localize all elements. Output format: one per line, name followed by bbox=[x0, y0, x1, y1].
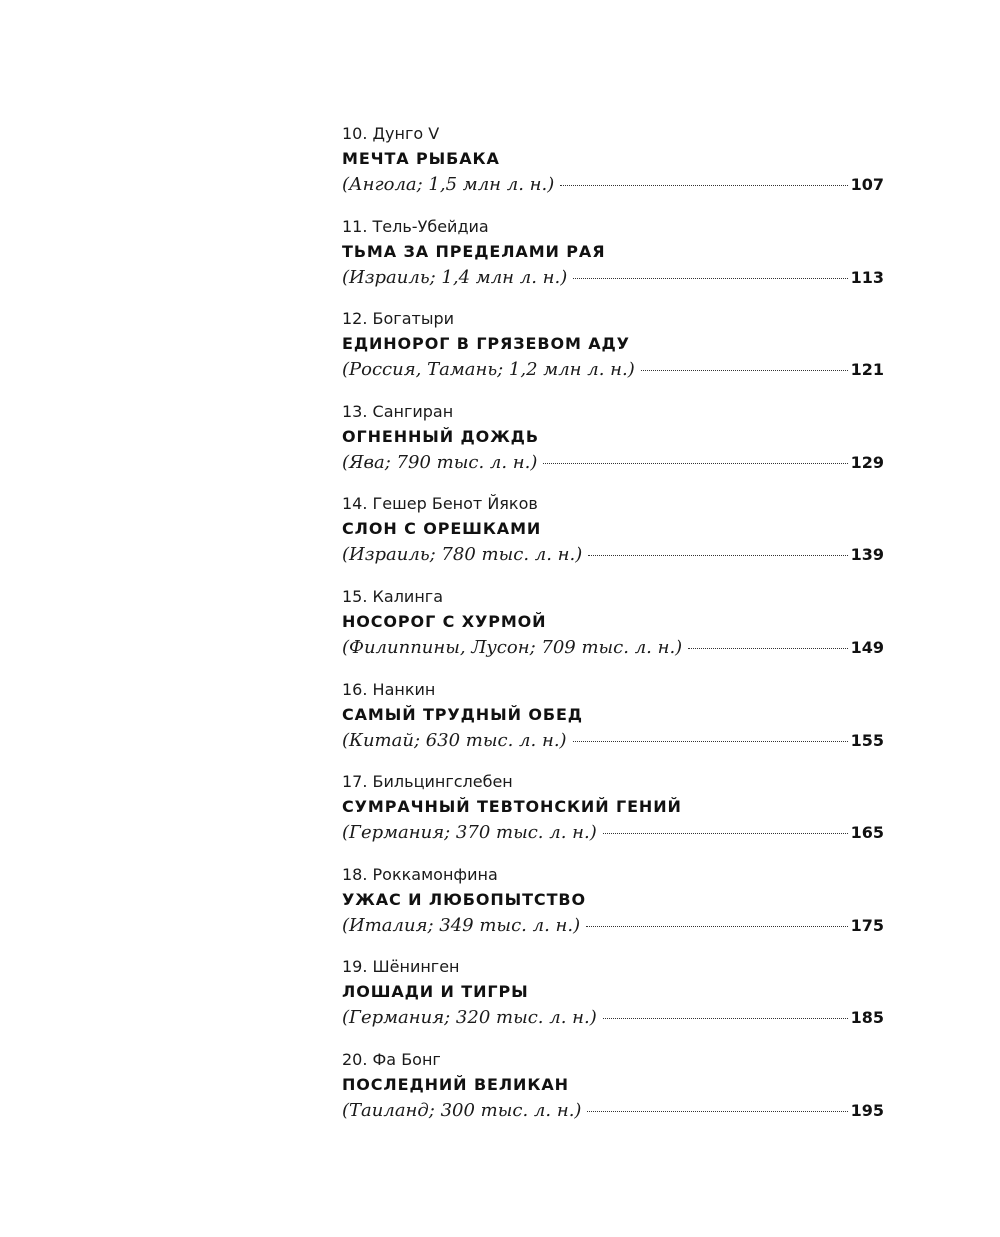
entry-title: ОГНЕННЫЙ ДОЖДЬ bbox=[342, 426, 539, 446]
dot-leader bbox=[603, 833, 848, 834]
entry-page-number: 195 bbox=[850, 1100, 884, 1120]
entry-place: 16. Нанкин bbox=[342, 679, 436, 699]
dot-leader bbox=[573, 278, 847, 279]
table-of-contents bbox=[342, 122, 884, 1141]
entry-page-number: 185 bbox=[850, 1008, 884, 1028]
entry-line bbox=[342, 728, 884, 754]
entry-place: 11. Тель-Убейдиа bbox=[342, 216, 489, 236]
entry-line bbox=[342, 265, 884, 291]
entry-title: ЛОШАДИ И ТИГРЫ bbox=[342, 982, 529, 1002]
entry-page-number: 113 bbox=[850, 267, 884, 287]
entry-title: САМЫЙ ТРУДНЫЙ ОБЕД bbox=[342, 704, 583, 724]
toc-entry[interactable] bbox=[342, 492, 884, 585]
entry-subtitle: (Израиль; 780 тыс. л. н.) bbox=[342, 544, 583, 566]
entry-title: ПОСЛЕДНИЙ ВЕЛИКАН bbox=[342, 1074, 569, 1094]
entry-title: СЛОН С ОРЕШКАМИ bbox=[342, 519, 542, 539]
entry-line bbox=[342, 172, 884, 198]
entry-line bbox=[342, 820, 884, 846]
entry-title: ТЬМА ЗА ПРЕДЕЛАМИ РАЯ bbox=[342, 241, 606, 261]
entry-line bbox=[342, 357, 884, 383]
dot-leader bbox=[560, 185, 847, 186]
entry-place: 20. Фа Бонг bbox=[342, 1049, 441, 1069]
entry-subtitle: (Германия; 320 тыс. л. н.) bbox=[342, 1007, 597, 1029]
entry-place: 12. Богатыри bbox=[342, 309, 455, 329]
toc-entry[interactable] bbox=[342, 770, 884, 863]
dot-leader bbox=[641, 370, 848, 371]
entry-page-number: 139 bbox=[850, 545, 884, 565]
toc-entry[interactable] bbox=[342, 678, 884, 771]
dot-leader bbox=[588, 555, 847, 556]
entry-subtitle: (Германия; 370 тыс. л. н.) bbox=[342, 822, 597, 844]
entry-line bbox=[342, 635, 884, 661]
entry-line bbox=[342, 913, 884, 939]
dot-leader bbox=[586, 926, 847, 927]
entry-page-number: 175 bbox=[850, 915, 884, 935]
toc-entry[interactable] bbox=[342, 307, 884, 400]
entry-title: НОСОРОГ С ХУРМОЙ bbox=[342, 611, 547, 631]
entry-title: УЖАС И ЛЮБОПЫТСТВО bbox=[342, 889, 586, 909]
entry-line bbox=[342, 542, 884, 568]
entry-page-number: 129 bbox=[850, 452, 884, 472]
entry-title: ЕДИНОРОГ В ГРЯЗЕВОМ АДУ bbox=[342, 334, 630, 354]
entry-title: СУМРАЧНЫЙ ТЕВТОНСКИЙ ГЕНИЙ bbox=[342, 797, 682, 817]
dot-leader bbox=[688, 648, 847, 649]
toc-entry[interactable] bbox=[342, 400, 884, 493]
entry-place: 18. Роккамонфина bbox=[342, 864, 498, 884]
entry-page-number: 155 bbox=[850, 730, 884, 750]
toc-entry[interactable] bbox=[342, 955, 884, 1048]
toc-entry[interactable] bbox=[342, 122, 884, 215]
entry-page-number: 121 bbox=[850, 360, 884, 380]
entry-place: 17. Бильцингслебен bbox=[342, 772, 513, 792]
entry-place: 13. Сангиран bbox=[342, 401, 454, 421]
entry-subtitle: (Таиланд; 300 тыс. л. н.) bbox=[342, 1099, 582, 1121]
toc-entry[interactable] bbox=[342, 863, 884, 956]
toc-entry[interactable] bbox=[342, 585, 884, 678]
toc-entry[interactable] bbox=[342, 1048, 884, 1141]
dot-leader bbox=[543, 463, 847, 464]
entry-place: 10. Дунго V bbox=[342, 124, 440, 143]
entry-line bbox=[342, 450, 884, 476]
entry-place: 14. Гешер Бенот Йяков bbox=[342, 494, 538, 514]
entry-page-number: 165 bbox=[850, 823, 884, 843]
entry-subtitle: (Ява; 790 тыс. л. н.) bbox=[342, 451, 538, 473]
dot-leader bbox=[587, 1111, 847, 1112]
dot-leader bbox=[573, 741, 848, 742]
entry-subtitle: (Китай; 630 тыс. л. н.) bbox=[342, 729, 567, 751]
entry-page-number: 149 bbox=[850, 637, 884, 657]
toc-entry[interactable] bbox=[342, 215, 884, 308]
entry-line bbox=[342, 1005, 884, 1031]
dot-leader bbox=[603, 1018, 848, 1019]
entry-subtitle: (Италия; 349 тыс. л. н.) bbox=[342, 914, 581, 936]
entry-subtitle: (Ангола; 1,5 млн л. н.) bbox=[342, 174, 555, 195]
entry-subtitle: (Филиппины, Лусон; 709 тыс. л. н.) bbox=[342, 636, 683, 658]
entry-title: МЕЧТА РЫБАКА bbox=[342, 149, 500, 168]
entry-place: 19. Шёнинген bbox=[342, 957, 460, 977]
entry-line bbox=[342, 1098, 884, 1124]
entry-subtitle: (Израиль; 1,4 млн л. н.) bbox=[342, 266, 568, 288]
entry-subtitle: (Россия, Тамань; 1,2 млн л. н.) bbox=[342, 359, 635, 381]
entry-page-number: 107 bbox=[850, 175, 884, 194]
entry-place: 15. Калинга bbox=[342, 586, 443, 606]
